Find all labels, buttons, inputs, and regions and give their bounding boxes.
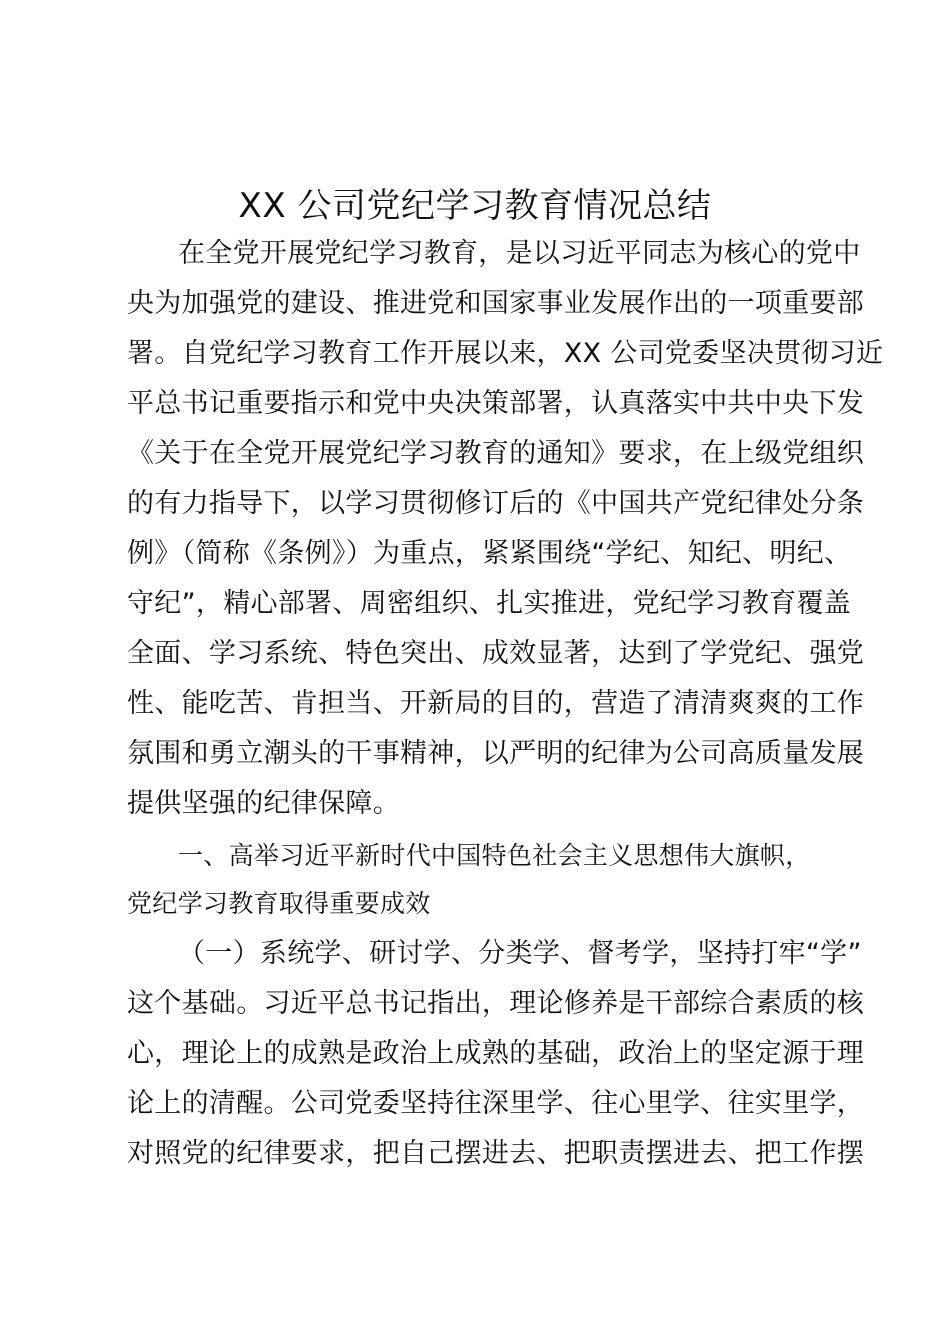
paragraph-line: 例》（简称《条例》）为重点，紧紧围绕“学纪、知纪、明纪、 (127, 538, 852, 569)
paragraph-line: 平总书记重要指示和党中央决策部署，认真落实中共中央下发 (127, 388, 865, 419)
paragraph-line: 的有力指导下，以学习贯彻修订后的《中国共产党纪律处分条 (127, 488, 865, 519)
paragraph-line: 在全党开展党纪学习教育，是以习近平同志为核心的党中 (178, 238, 861, 269)
paragraph-line: 署。自党纪学习教育工作开展以来，XX 公司党委坚决贯彻习近 (127, 338, 884, 369)
section-heading-line: 党纪学习教育取得重要成效 (127, 889, 431, 918)
paragraph-line: 论上的清醒。公司党委坚持往深里学、往心里学、往实里学， (127, 1088, 865, 1119)
paragraph-line: 提供坚强的纪律保障。 (127, 788, 400, 819)
paragraph-line: 全面、学习系统、特色突出、成效显著，达到了学党纪、强党 (127, 638, 865, 669)
paragraph-line: 守纪”，精心部署、周密组织、扎实推进，党纪学习教育覆盖 (127, 588, 852, 619)
paragraph-line: 心，理论上的成熟是政治上成熟的基础，政治上的坚定源于理 (127, 1038, 865, 1069)
paragraph-line: 性、能吃苦、肯担当、开新局的目的，营造了清清爽爽的工作 (127, 688, 865, 719)
paragraph-line: （一）系统学、研讨学、分类学、督考学，坚持打牢“学” (178, 938, 862, 969)
paragraph-line: 《关于在全党开展党纪学习教育的通知》要求，在上级党组织 (127, 438, 865, 469)
document-title: XX 公司党纪学习教育情况总结 (238, 186, 712, 226)
paragraph-line: 对照党的纪律要求，把自己摆进去、把职责摆进去、把工作摆 (127, 1138, 865, 1169)
paragraph-line: 这个基础。习近平总书记指出，理论修养是干部综合素质的核 (127, 988, 865, 1019)
paragraph-line: 央为加强党的建设、推进党和国家事业发展作出的一项重要部 (127, 288, 865, 319)
paragraph-line: 氛围和勇立潮头的干事精神，以严明的纪律为公司高质量发展 (127, 738, 865, 769)
section-heading-line: 一、高举习近平新时代中国特色社会主义思想伟大旗帜， (178, 841, 811, 870)
